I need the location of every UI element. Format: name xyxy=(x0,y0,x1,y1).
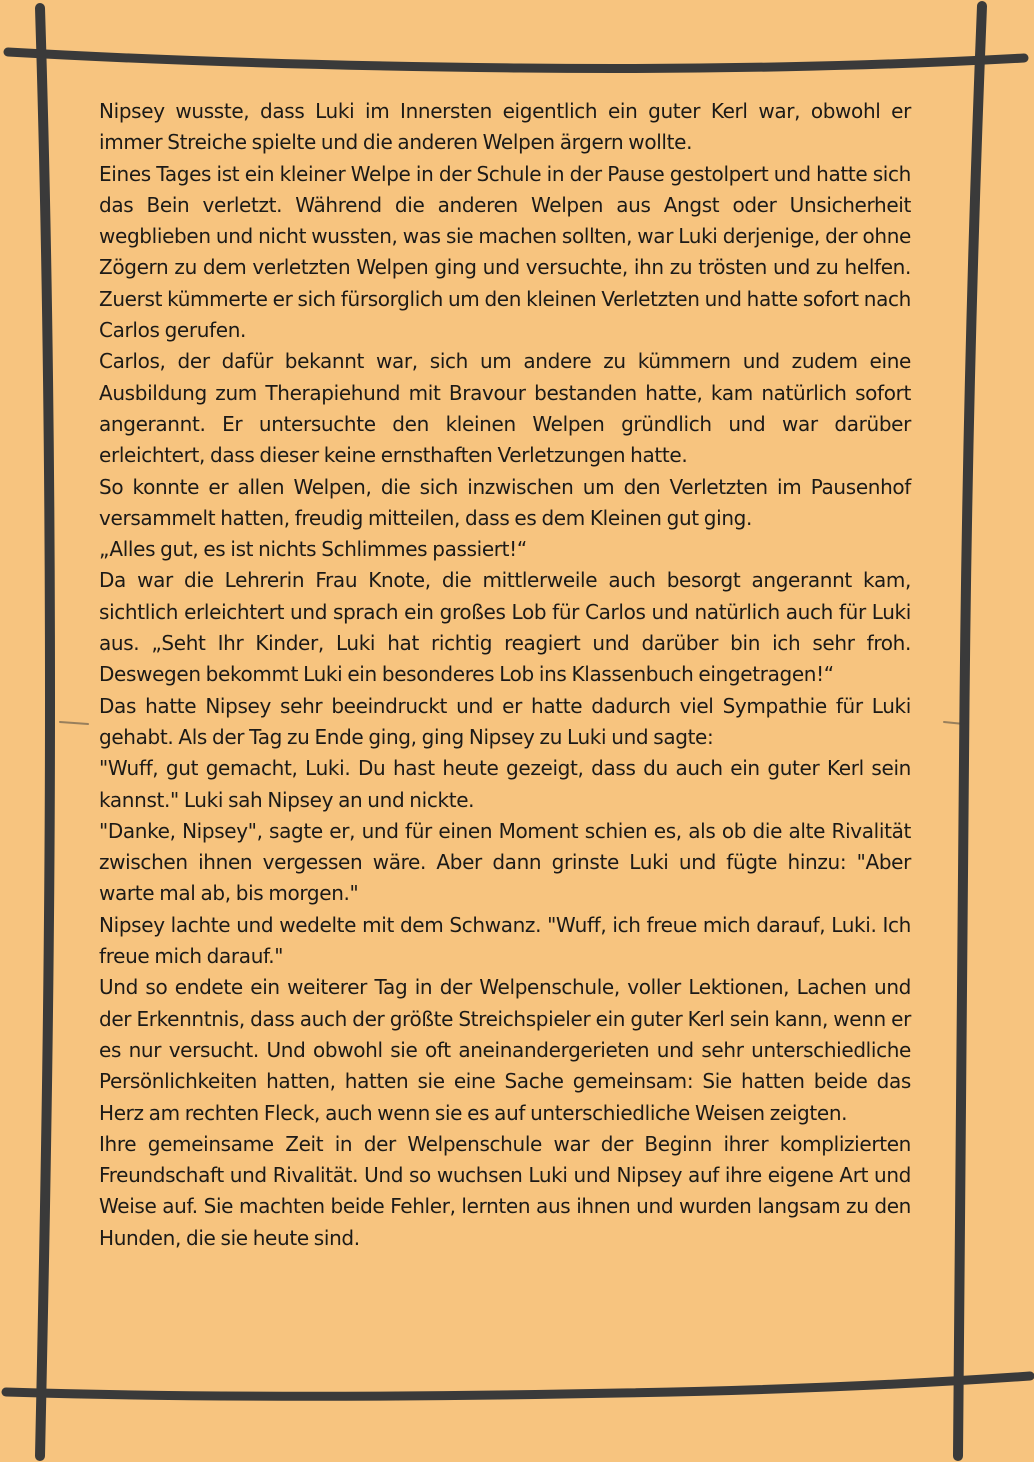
story-paragraph: Da war die Lehrerin Frau Knote, die mittlerweile auch besorgt angerannt kam, sichtlich erleichtert und sprach ein großes Lob für Carlos und natürlich auch für Luki aus. „Seht Ihr Kinder, Luki hat richtig reagiert und darüber bin ich sehr froh. Deswegen bekommt Luki ein besonderes Lob ins Klassenbuch eingetragen!“ xyxy=(99,568,911,687)
border-top-line xyxy=(8,52,1024,69)
story-paragraph: Carlos, der dafür bekannt war, sich um andere zu kümmern und zudem eine Ausbildung zum Therapiehund mit Bravour bestanden hatte, kam natürlich sofort angerannt. Er untersuchte den kleinen Welpen gründlich und war darüber erleichtert, dass dieser keine ernsthaften Verletzungen hatte. xyxy=(99,349,911,468)
story-paragraph: Nipsey wusste, dass Luki im Innersten eigentlich ein guter Kerl war, obwohl er immer Streiche spielte und die anderen Welpen ärgern wollte. xyxy=(99,99,911,155)
border-right-line xyxy=(958,6,982,1456)
story-text xyxy=(99,96,911,1254)
story-paragraph: Ihre gemeinsame Zeit in der Welpenschule war der Beginn ihrer komplizierten Freundschaft und Rivalität. Und so wuchsen Luki und Nipsey auf ihre eigene Art und Weise auf. Sie machten beide Fehler, lernten aus ihnen und wurden langsam zu den Hunden, die sie heute sind. xyxy=(99,1131,911,1250)
border-left-line xyxy=(40,8,50,1456)
story-paragraph: Das hatte Nipsey sehr beeindruckt und er hatte dadurch viel Sympathie für Luki gehabt. Als der Tag zu Ende ging, ging Nipsey zu Luki und sagte: xyxy=(99,693,911,749)
story-paragraph: Eines Tages ist ein kleiner Welpe in der Schule in der Pause gestolpert und hatte sich das Bein verletzt. Während die anderen Welpen aus Angst oder Unsicherheit wegblieben und nicht wussten, was sie machen sollten, war Luki derjenige, der ohne Zögern zu dem verletzten Welpen ging und versuchte, ihn zu trösten und zu helfen. Zuerst kümmerte er sich fürsorglich um den kleinen Verletzten und hatte sofort nach Carlos gerufen. xyxy=(99,161,911,343)
story-paragraph: "Wuff, gut gemacht, Luki. Du hast heute gezeigt, dass du auch ein guter Kerl sein kannst." Luki sah Nipsey an und nickte. xyxy=(99,756,911,812)
story-paragraph: So konnte er allen Welpen, die sich inzwischen um den Verletzten im Pausenhof versammelt hatten, freudig mitteilen, dass es dem Kleinen gut ging. xyxy=(99,474,911,530)
story-paragraph: "Danke, Nipsey", sagte er, und für einen Moment schien es, als ob die alte Rivalität zwischen ihnen vergessen wäre. Aber dann grinste Luki und fügte hinzu: "Aber warte mal ab, bis morgen." xyxy=(99,818,911,906)
border-bottom-line xyxy=(6,1376,1030,1396)
story-paragraph: Nipsey lachte und wedelte mit dem Schwanz. "Wuff, ich freue mich darauf, Luki. Ich freue mich darauf." xyxy=(99,912,911,969)
story-paragraph: „Alles gut, es ist nichts Schlimmes passiert!“ xyxy=(99,537,527,562)
story-paragraph: Und so endete ein weiterer Tag in der Welpenschule, voller Lektionen, Lachen und der Erkenntnis, dass auch der größte Streichspieler ein guter Kerl sein kann, wenn er es nur versucht. Und obwohl sie oft aneinandergerieten und sehr unterschiedliche Persönlichkeiten hatten, hatten sie eine Sache gemeinsam: Sie hatten beide das Herz am rechten Fleck, auch wenn sie es auf unterschiedliche Weisen zeigten. xyxy=(99,975,911,1125)
